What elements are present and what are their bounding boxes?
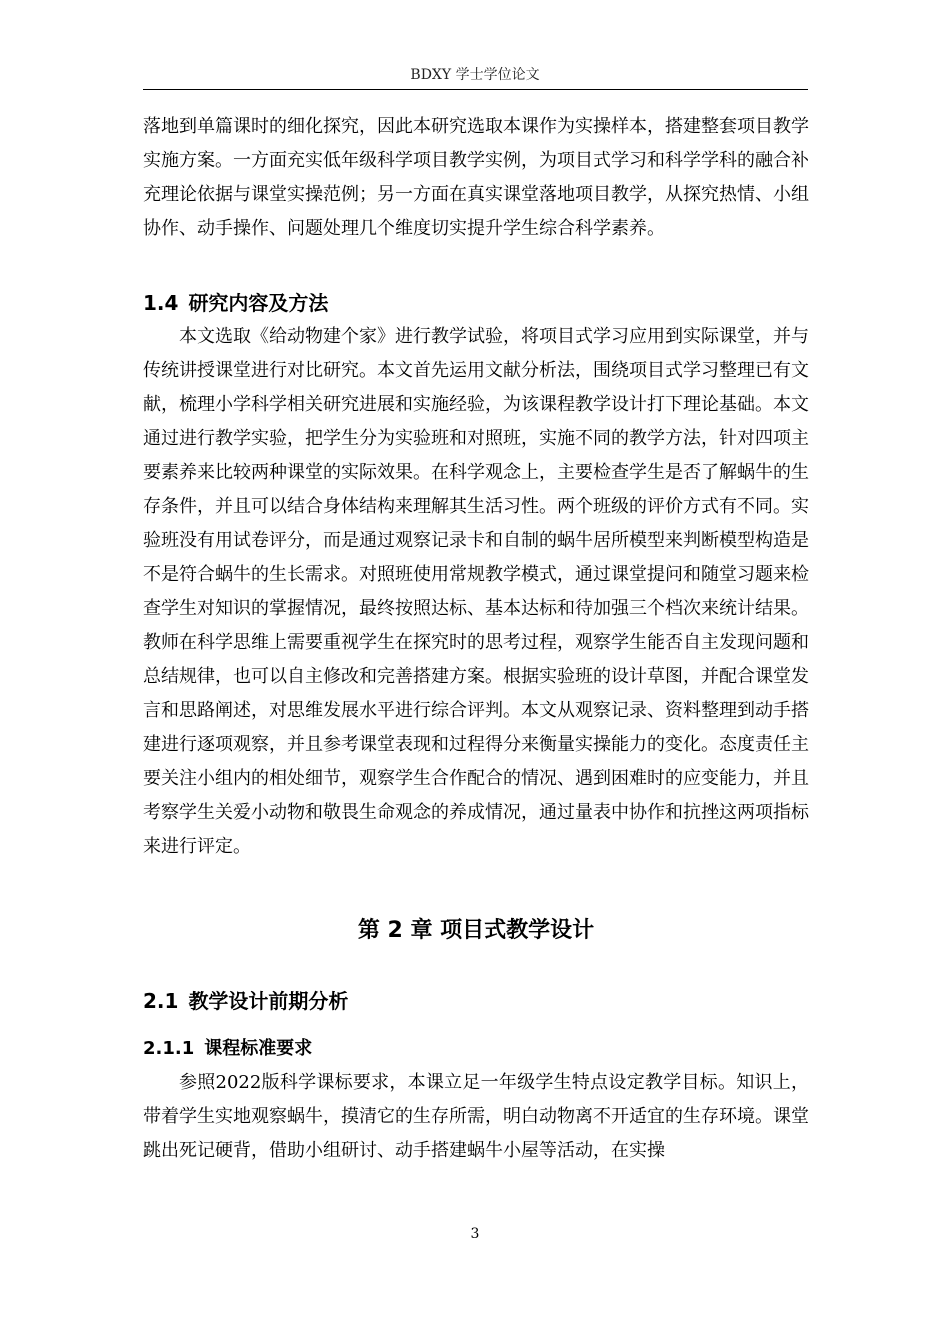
header-divider — [143, 89, 808, 90]
subsection-heading-2-1-1 — [143, 1032, 809, 1066]
section-heading-2-1 — [143, 984, 809, 1018]
section-number: 1.4 — [143, 291, 179, 315]
section-title: 课程标准要求 — [204, 1038, 313, 1059]
paragraph-curriculum-standards: 参照2022版科学课标要求，本课立足一年级学生特点设定教学目标。知识上，带着学生实地观察蜗牛，摸清它的生存所需，明白动物离不开适宜的生存环境。课堂跳出死记硬背，借助小组研讨、动手搭建蜗牛小屋等活动，在实操 — [143, 1072, 809, 1161]
section-title: 研究内容及方法 — [188, 291, 329, 315]
paragraph-continuation: 落地到单篇课时的细化探究，因此本研究选取本课作为实操样本，搭建整套项目教学实施方案。一方面充实低年级科学项目教学实例，为项目式学习和科学学科的融合补充理论依据与课堂实操范例；另一方面在真实课堂落地项目教学，从探究热情、小组协作、动手操作、问题处理几个维度切实提升学生综合科学素养。 — [143, 116, 809, 239]
section-heading-1-4 — [143, 286, 809, 320]
page-number: 3 — [470, 1226, 480, 1242]
chapter-heading: 第 2 章 项目式教学设计 — [357, 918, 595, 943]
section-title: 教学设计前期分析 — [188, 989, 349, 1013]
running-header: BDXY 学士学位论文 — [410, 67, 540, 83]
section-number: 2.1 — [143, 989, 179, 1013]
page-body — [143, 110, 809, 1168]
section-number: 2.1.1 — [143, 1038, 195, 1059]
paragraph-research-methods: 本文选取《给动物建个家》进行教学试验，将项目式学习应用到实际课堂，并与传统讲授课堂进行对比研究。本文首先运用文献分析法，围绕项目式学习整理已有文献，梳理小学科学相关研究进展和实施经验，为该课程教学设计打下理论基础。本文通过进行教学实验，把学生分为实验班和对照班，实施不同的教学方法，针对四项主要素养来比较两种课堂的实际效果。在科学观念上，主要检查学生是否了解蜗牛的生存条件，并且可以结合身体结构来理解其生活习性。两个班级的评价方式有不同。实验班没有用试卷评分，而是通过观察记录卡和自制的蜗牛居所模型来判断模型构造是不是符合蜗牛的生长需求。对照班使用常规教学模式，通过课堂提问和随堂习题来检查学生对知识的掌握情况，最终按照达标、基本达标和待加强三个档次来统计结果。教师在科学思维上需要重视学生在探究时的思考过程，观察学生能否自主发现问题和总结规律，也可以自主修改和完善搭建方案。根据实验班的设计草图，并配合课堂发言和思路阐述，对思维发展水平进行综合评判。本文从观察记录、资料整理到动手搭建进行逐项观察，并且参考课堂表现和过程得分来衡量实操能力的变化。态度责任主要关注小组内的相处细节，观察学生合作配合的情况、遇到困难时的应变能力，并且考察学生关爱小动物和敬畏生命观念的养成情况，通过量表中协作和抗挫这两项指标来进行评定。 — [143, 326, 809, 857]
